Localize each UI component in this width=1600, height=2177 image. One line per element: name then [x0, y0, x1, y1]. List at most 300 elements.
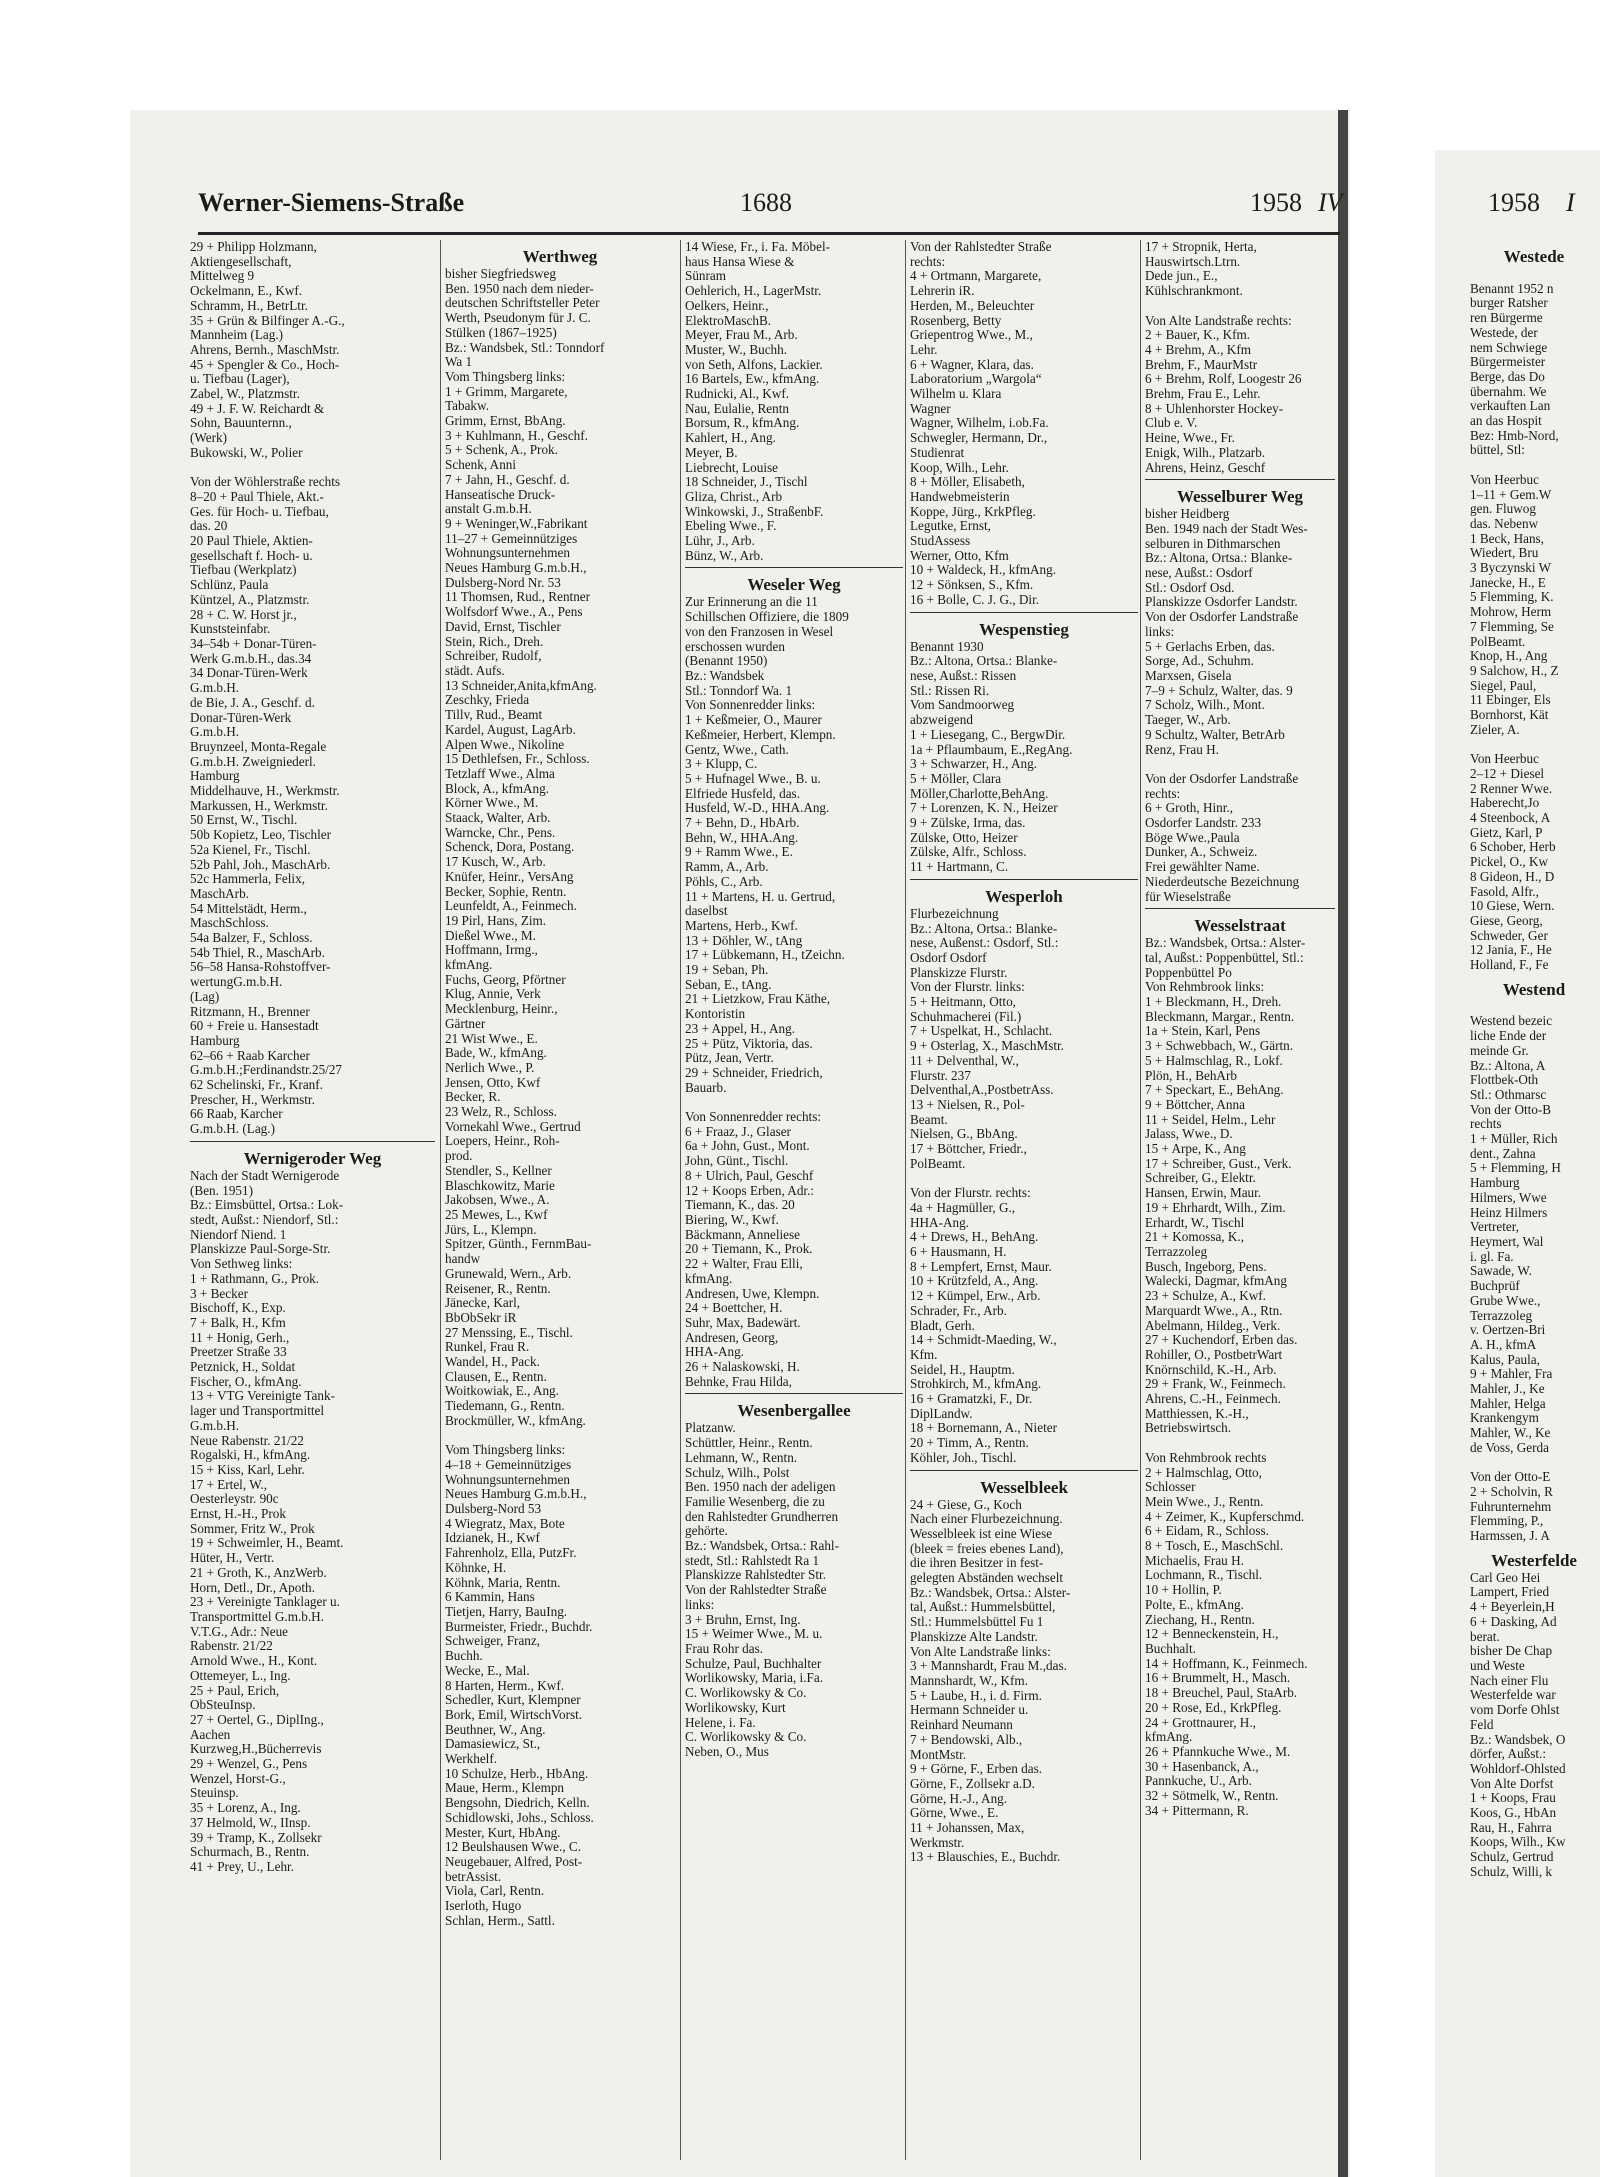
- entry-line: Fischer, O., kfmAng.: [190, 1374, 302, 1389]
- entry-line: Von Alte Landstraße rechts:: [1145, 313, 1292, 328]
- entry-line: Warncke, Chr., Pens.: [445, 825, 556, 840]
- entry-line: kfmAng.: [445, 958, 493, 973]
- entry-line: 6 Kammin, Hans: [445, 1590, 535, 1605]
- entry-line: Ben. 1949 nach der Stadt Wes-: [1145, 521, 1308, 536]
- entry-line: Mohrow, Herm: [1470, 605, 1552, 620]
- entry-line: tal, Außst.: Poppenbüttel, Stl.:: [1145, 950, 1304, 965]
- entry-line: 6 + Eidam, R., Schloss.: [1145, 1524, 1269, 1539]
- entry-line: 8 Harten, Herm., Kwf.: [445, 1678, 565, 1693]
- entry-line: Bork, Emil, WirtschVorst.: [445, 1707, 583, 1722]
- entry-line: [685, 1095, 903, 1110]
- entry-line: [445, 1429, 675, 1444]
- entry-line: David, Ernst, Tischler: [445, 619, 561, 634]
- entry-line: 11 + Delventhal, W.,: [910, 1053, 1019, 1068]
- entry-line: Krankengym: [1470, 1411, 1539, 1426]
- entry-line: Viola, Carl, Rentn.: [445, 1884, 545, 1899]
- entry-line: Lampert, Fried: [1470, 1585, 1550, 1600]
- entry-line: Lehrerin iR.: [910, 284, 975, 299]
- entry-line: 7 + Uspelkat, H., Schlacht.: [910, 1024, 1053, 1039]
- entry-line: Flurbezeichnung: [910, 906, 999, 921]
- entry-line: 16 Bartels, Ew., kfmAng.: [685, 372, 820, 387]
- entry-line: Planskizze Osdorfer Landstr.: [1145, 595, 1298, 610]
- entry-line: Knüfer, Heinr., VersAng: [445, 869, 574, 884]
- entry-line: betrAssist.: [445, 1869, 502, 1884]
- entry-line: Suhr, Max, Badewärt.: [685, 1315, 801, 1330]
- entry-line: 5 + Halmschlag, R., Lokf.: [1145, 1053, 1283, 1068]
- entry-line: Wa 1: [445, 355, 473, 370]
- entry-line: 23 + Vereinigte Tanklager u.: [190, 1595, 340, 1610]
- header-volume: IV: [1318, 188, 1343, 217]
- entry-line: Bz.: Eimsbüttel, Ortsa.: Lok-: [190, 1198, 344, 1213]
- entry-line: 54 Mittelstädt, Herm.,: [190, 901, 307, 916]
- entry-line: Ebeling Wwe., F.: [685, 519, 777, 534]
- entry-line: Bürgermeister: [1470, 355, 1546, 370]
- entry-line: Köhnke, H.: [445, 1560, 507, 1575]
- entry-line: V.T.G., Adr.: Neue: [190, 1624, 289, 1639]
- entry-line: Herden, M., Beleuchter: [910, 298, 1035, 313]
- entry-line: Sünram: [685, 269, 727, 284]
- entry-line: 23 + Schulze, A., Kwf.: [1145, 1289, 1266, 1304]
- entry-line: Sommer, Fritz W., Prok: [190, 1521, 315, 1536]
- entry-line: Bz.: Altona, Ortsa.: Blanke-: [910, 654, 1058, 669]
- entry-line: Kalus, Paula,: [1470, 1352, 1540, 1367]
- entry-line: Vom Sandmoorweg: [910, 698, 1015, 713]
- entry-line: Andresen, Uwe, Klempn.: [685, 1286, 820, 1301]
- entry-line: 10 Giese, Wern.: [1470, 899, 1555, 914]
- entry-line: Donar-Türen-Werk: [190, 710, 292, 725]
- entry-line: Maue, Herm., Klempn: [445, 1781, 565, 1796]
- entry-line: Renz, Frau H.: [1145, 742, 1219, 757]
- entry-line: 2 + Halmschlag, Otto,: [1145, 1465, 1262, 1480]
- entry-line: 41 + Prey, U., Lehr.: [190, 1859, 295, 1874]
- entry-line: gen. Fluwog: [1470, 502, 1536, 517]
- entry-line: 2 + Scholvin, R: [1470, 1484, 1553, 1499]
- entry-line: Aktiengesellschaft,: [190, 254, 292, 269]
- entry-line: büttel, Stl:: [1470, 443, 1525, 458]
- entry-line: Heinz Hilmers: [1470, 1205, 1548, 1220]
- entry-line: 14 + Schmidt-Maeding, W.,: [910, 1333, 1057, 1348]
- entry-line: Schlan, Herm., Sattl.: [445, 1913, 555, 1928]
- page-number: 1688: [740, 188, 792, 217]
- entry-line: Dunker, A., Schweiz.: [1145, 845, 1258, 860]
- page-gutter-shadow: [1338, 110, 1348, 2177]
- entry-line: Buchh.: [445, 1649, 483, 1664]
- section-rule: [685, 1393, 903, 1394]
- entry-line: Preetzer Straße 33: [190, 1345, 287, 1360]
- entry-line: Von Sonnenredder links:: [685, 698, 816, 713]
- entry-line: 10 + Krützfeld, A., Ang.: [910, 1274, 1039, 1289]
- entry-line: Möller,Charlotte,BehAng.: [910, 786, 1049, 801]
- entry-line: Koops, Wilh., Kw: [1470, 1835, 1566, 1850]
- entry-line: kfmAng.: [1145, 1730, 1193, 1745]
- entry-line: 4 + Brehm, A., Kfm: [1145, 342, 1251, 357]
- next-header-year: 1958: [1488, 188, 1540, 217]
- entry-line: 10 + Hollin, P.: [1145, 1583, 1222, 1598]
- entry-line: Schurmach, B., Rentn.: [190, 1845, 310, 1860]
- entry-line: bisher De Chap: [1470, 1644, 1553, 1659]
- entry-line: Kahlert, H., Ang.: [685, 431, 776, 446]
- entry-line: Alpen Wwe., Nikoline: [445, 737, 565, 752]
- entry-line: von den Franzosen in Wesel: [685, 624, 834, 639]
- header-year: 1958: [1250, 188, 1302, 217]
- entry-line: Zeschky, Frieda: [445, 693, 530, 708]
- entry-line: 4 + Drews, H., BehAng.: [910, 1230, 1039, 1245]
- entry-line: 11 + Martens, H. u. Gertrud,: [685, 889, 836, 904]
- entry-line: Holland, F., Fe: [1470, 958, 1549, 973]
- entry-line: Schulze, Paul, Buchhalter: [685, 1656, 822, 1671]
- entry-line: Kühlschrankmont.: [1145, 284, 1243, 299]
- entry-line: Marxsen, Gisela: [1145, 668, 1232, 683]
- entry-line: 29 + Schneider, Friedrich,: [685, 1065, 823, 1080]
- entry-line: Blaschkowitz, Marie: [445, 1178, 555, 1193]
- entry-line: 17 + Stropnik, Herta,: [1145, 240, 1257, 254]
- street-heading: Wesselbleek: [980, 1477, 1068, 1497]
- column-3: [685, 240, 903, 2165]
- entry-line: 21 + Groth, K., AnzWerb.: [190, 1565, 327, 1580]
- entry-line: Nach einer Flu: [1470, 1673, 1549, 1688]
- entry-line: Ziechang, H., Rentn.: [1145, 1612, 1255, 1627]
- entry-line: (Benannt 1950): [685, 654, 768, 669]
- entry-line: Siegel, Paul,: [1470, 678, 1537, 693]
- entry-line: gesellschaft f. Hoch- u.: [190, 548, 313, 563]
- entry-line: Osdorf Osdorf: [910, 950, 987, 965]
- entry-line: Vertreter,: [1470, 1220, 1519, 1235]
- entry-line: Bz.: Wandsbek, O: [1470, 1732, 1566, 1747]
- entry-line: Schillschen Offiziere, die 1809: [685, 610, 849, 625]
- entry-line: MaschSchloss.: [190, 916, 269, 931]
- entry-line: Ahrens, Bernh., MaschMstr.: [190, 342, 340, 357]
- entry-line: Westede, der: [1470, 325, 1538, 340]
- entry-line: Bischoff, K., Exp.: [190, 1301, 286, 1316]
- entry-line: Club e. V.: [1145, 416, 1198, 431]
- column-2: [445, 240, 675, 2165]
- entry-line: de Bie, J. A., Geschf. d.: [190, 695, 315, 710]
- entry-line: abzweigend: [910, 713, 973, 728]
- entry-line: berat.: [1470, 1629, 1500, 1644]
- entry-line: 6 + Dasking, Ad: [1470, 1614, 1557, 1629]
- entry-line: 37 Helmold, W., IInsp.: [190, 1815, 311, 1830]
- entry-line: Wilhelm u. Klara: [910, 387, 1002, 402]
- entry-line: Jensen, Otto, Kwf: [445, 1075, 541, 1090]
- entry-line: Tietjen, Harry, BauIng.: [445, 1604, 568, 1619]
- entry-line: Mahler, W., Ke: [1470, 1426, 1551, 1441]
- entry-line: Petznick, H., Soldat: [190, 1360, 296, 1375]
- entry-line: 5 Flemming, K.: [1470, 590, 1554, 605]
- entry-line: städt. Aufs.: [445, 663, 505, 678]
- street-heading: Wernigeroder Weg: [243, 1148, 382, 1168]
- entry-line: Ramm, A., Arb.: [685, 860, 769, 875]
- entry-line: 1 + Keßmeier, O., Maurer: [685, 713, 822, 728]
- entry-line: Polte, E., kfmAng.: [1145, 1597, 1244, 1612]
- entry-line: BbObSekr iR: [445, 1310, 517, 1325]
- entry-line: Beamt.: [910, 1112, 948, 1127]
- entry-line: Enigk, Wilh., Platzarb.: [1145, 445, 1266, 460]
- column-divider: [1140, 240, 1141, 2160]
- entry-line: Tiemann, K., das. 20: [685, 1198, 795, 1213]
- street-heading: Wesselstraat: [1194, 916, 1286, 936]
- entry-line: 34–54b + Donar-Türen-: [190, 636, 317, 651]
- entry-line: Bz.: Altona, Ortsa.: Blanke-: [1145, 551, 1293, 566]
- entry-line: handw: [445, 1252, 481, 1267]
- entry-line: Tiedemann, G., Rentn.: [445, 1399, 565, 1414]
- entry-line: Haberecht,Jo: [1470, 796, 1540, 811]
- entry-line: meinde Gr.: [1470, 1043, 1529, 1058]
- section-rule: [910, 879, 1138, 880]
- entry-line: 14 + Hoffmann, K., Feinmech.: [1145, 1656, 1308, 1671]
- entry-line: 13 + Blauschies, E., Buchdr.: [910, 1850, 1061, 1865]
- entry-line: deutschen Schriftsteller Peter: [445, 296, 600, 311]
- entry-line: Schulz, Willi, k: [1470, 1864, 1553, 1879]
- entry-line: 13 Schneider,Anita,kfmAng.: [445, 678, 597, 693]
- running-header-street: Werner-Siemens-Straße: [198, 188, 465, 217]
- entry-line: Bornhorst, Kät: [1470, 708, 1549, 723]
- entry-line: 12 + Kümpel, Erw., Arb.: [910, 1289, 1041, 1304]
- entry-line: 12 + Sönksen, S., Kfm.: [910, 578, 1034, 593]
- entry-line: Westerfelde war: [1470, 1688, 1556, 1703]
- entry-line: Niederdeutsche Bezeichnung: [1145, 874, 1300, 889]
- entry-line: Rohiller, O., PostbetrWart: [1145, 1347, 1283, 1362]
- entry-line: Handwebmeisterin: [910, 489, 1010, 504]
- street-heading: Wesselburer Weg: [1176, 487, 1304, 507]
- column-divider: [905, 240, 906, 2160]
- entry-line: Werk G.m.b.H., das.34: [190, 651, 312, 666]
- entry-line: Terrazzoleg: [1470, 1308, 1533, 1323]
- entry-line: 9 + Mahler, Fra: [1470, 1367, 1553, 1382]
- entry-line: Böge Wwe.,Paula: [1145, 830, 1240, 845]
- entry-line: Steuinsp.: [190, 1786, 239, 1801]
- entry-line: Stein, Rich., Dreh.: [445, 634, 544, 649]
- entry-line: Arnold Wwe., H., Kont.: [190, 1654, 318, 1669]
- entry-line: Mester, Kurt, HbAng.: [445, 1825, 561, 1840]
- entry-line: Lehr.: [910, 342, 938, 357]
- entry-line: Wohnungsunternehmen: [445, 1472, 570, 1487]
- entry-line: Winkowski, J., StraßenbF.: [685, 504, 824, 519]
- entry-line: Vornekahl Wwe., Gertrud: [445, 1119, 581, 1134]
- entry-line: übernahm. We: [1470, 384, 1547, 399]
- entry-line: 11 + Seidel, Helm., Lehr: [1145, 1112, 1276, 1127]
- entry-line: 5 + Gerlachs Erben, das.: [1145, 639, 1275, 654]
- entry-line: 66 Raab, Karcher: [190, 1107, 283, 1122]
- entry-line: 7 + Bendowski, Alb.,: [910, 1732, 1023, 1747]
- entry-line: Seidel, H., Hauptm.: [910, 1362, 1015, 1377]
- entry-line: das. Nebenw: [1470, 516, 1539, 531]
- entry-line: Stendler, S., Kellner: [445, 1163, 552, 1178]
- entry-line: Kardel, August, LagArb.: [445, 722, 576, 737]
- entry-line: Pickel, O., Kw: [1470, 855, 1549, 870]
- entry-line: 54a Balzer, F., Schloss.: [190, 931, 313, 946]
- entry-line: 19 + Seban, Ph.: [685, 963, 769, 978]
- entry-line: Flemming, P.,: [1470, 1514, 1544, 1529]
- entry-line: 12 Jania, F., He: [1470, 943, 1552, 958]
- entry-line: 19 + Schweimler, H., Beamt.: [190, 1536, 344, 1551]
- entry-line: 4a + Hagmüller, G.,: [910, 1200, 1016, 1215]
- entry-line: 8 + Lempfert, Ernst, Maur.: [910, 1259, 1052, 1274]
- entry-line: u. Tiefbau (Lager),: [190, 372, 290, 387]
- entry-line: Martens, Herb., Kwf.: [685, 918, 798, 933]
- column-6: [1470, 240, 1598, 2165]
- entry-line: Klug, Annie, Verk: [445, 987, 541, 1002]
- entry-line: 4 Wiegratz, Max, Bote: [445, 1516, 565, 1531]
- entry-line: prod.: [445, 1149, 473, 1164]
- entry-line: 12 + Benneckenstein, H.,: [1145, 1627, 1279, 1642]
- entry-line: 1 Beck, Hans,: [1470, 531, 1544, 546]
- entry-line: Matthiessen, K.-H.,: [1145, 1406, 1249, 1421]
- entry-line: Bz.: Wandsbek: [685, 668, 765, 683]
- entry-line: Von der Flurstr. rechts:: [910, 1186, 1031, 1201]
- entry-line: 27 Menssing, E., Tischl.: [445, 1325, 573, 1340]
- entry-line: Planskizze Paul-Sorge-Str.: [190, 1242, 331, 1257]
- entry-line: Oesterleystr. 90c: [190, 1492, 279, 1507]
- entry-line: Gliza, Christ., Arb: [685, 489, 783, 504]
- entry-line: Von Alte Dorfst: [1470, 1776, 1554, 1791]
- entry-line: 30 + Hasenbanck, A.,: [1145, 1759, 1259, 1774]
- column-5: [1145, 240, 1335, 2165]
- entry-line: Hamburg: [190, 1033, 240, 1048]
- entry-line: Worlikowsky, Maria, i.Fa.: [685, 1671, 823, 1686]
- entry-line: 3 + Klupp, C.: [685, 757, 758, 772]
- entry-line: Von Heerbuc: [1470, 752, 1539, 767]
- entry-line: Schulz, Wilh., Polst: [685, 1465, 790, 1480]
- entry-line: 8 Gideon, H., D: [1470, 869, 1555, 884]
- entry-line: Von der Flurstr. links:: [910, 980, 1025, 995]
- entry-line: 4 Steenbock, A: [1470, 811, 1551, 826]
- entry-line: 1 + Bleckmann, H., Dreh.: [1145, 995, 1282, 1010]
- entry-line: Jürs, L., Klempn.: [445, 1222, 537, 1237]
- entry-line: Stl.: Othmarsc: [1470, 1087, 1547, 1102]
- entry-line: Görne, H.-J., Ang.: [910, 1791, 1008, 1806]
- entry-line: Rogalski, H., kfmAng.: [190, 1448, 311, 1463]
- entry-line: Feld: [1470, 1717, 1494, 1732]
- entry-line: Bukowski, W., Polier: [190, 445, 303, 460]
- entry-line: rechts:: [1145, 786, 1181, 801]
- entry-line: 11 + Honig, Gerh.,: [190, 1330, 290, 1345]
- entry-line: 9 Schultz, Walter, BetrArb: [1145, 727, 1285, 742]
- entry-line: 6 Schober, Herb: [1470, 840, 1556, 855]
- entry-line: 34 Donar-Türen-Werk: [190, 666, 308, 681]
- entry-line: Hüter, H., Vertr.: [190, 1551, 275, 1566]
- entry-line: Körner Wwe., M.: [445, 796, 539, 811]
- entry-line: Kunststeinfabr.: [190, 622, 271, 637]
- entry-line: StudAssess: [910, 534, 971, 549]
- entry-line: 28 + C. W. Horst jr.,: [190, 607, 297, 622]
- entry-line: 7 Flemming, Se: [1470, 619, 1554, 634]
- entry-line: Frei gewählter Name.: [1145, 860, 1260, 875]
- entry-line: 8 + Tosch, E., MaschSchl.: [1145, 1539, 1284, 1554]
- entry-line: Transportmittel G.m.b.H.: [190, 1609, 324, 1624]
- entry-line: Stl.: Hummelsbüttel Fu 1: [910, 1615, 1044, 1630]
- entry-line: Markussen, H., Werkmstr.: [190, 798, 328, 813]
- entry-line: 6 + Hausmann, H.: [910, 1245, 1007, 1259]
- entry-line: G.m.b.H.: [190, 725, 240, 740]
- entry-line: Brehm, F., MaurMstr: [1145, 357, 1258, 372]
- entry-line: 15 + Weimer Wwe., M. u.: [685, 1627, 823, 1642]
- entry-line: Niendorf Niend. 1: [190, 1227, 287, 1242]
- entry-line: Seban, E., tAng.: [685, 977, 772, 992]
- entry-line: Gärtner: [445, 1016, 486, 1031]
- entry-line: stedt, Stl.: Rahlstedt Ra 1: [685, 1553, 820, 1568]
- entry-line: Busch, Ingeborg, Pens.: [1145, 1259, 1267, 1274]
- entry-line: vom Dorfe Ohlst: [1470, 1703, 1560, 1718]
- entry-line: Von Sonnenredder rechts:: [685, 1110, 821, 1125]
- entry-line: kfmAng.: [685, 1271, 733, 1286]
- entry-line: Behnke, Frau Hilda,: [685, 1374, 792, 1389]
- entry-line: Schlosser: [1145, 1480, 1196, 1495]
- entry-line: Ottemeyer, L., Ing.: [190, 1668, 291, 1683]
- entry-line: 27 + Kuchendorf, Erben das.: [1145, 1333, 1298, 1348]
- entry-line: 9 + Zülske, Irma, das.: [910, 816, 1026, 831]
- entry-line: Mahler, J., Ke: [1470, 1382, 1545, 1397]
- entry-line: Worlikowsky, Kurt: [685, 1700, 786, 1715]
- entry-line: 6 + Fraaz, J., Glaser: [685, 1124, 791, 1139]
- entry-line: Von Alte Landstraße links:: [910, 1644, 1051, 1659]
- entry-line: 2–12 + Diesel: [1470, 766, 1545, 781]
- entry-line: 56–58 Hansa-Rohstoffver-: [190, 960, 331, 975]
- entry-line: 7 + Speckart, E., BehAng.: [1145, 1083, 1284, 1098]
- entry-line: 6 + Wagner, Klara, das.: [910, 357, 1034, 372]
- entry-line: Studienrat: [910, 445, 965, 460]
- entry-line: Flurstr. 237: [910, 1068, 971, 1083]
- entry-line: Hoffmann, Irmg.,: [445, 943, 538, 958]
- entry-line: Bengsohn, Diedrich, Kelln.: [445, 1796, 590, 1811]
- entry-line: Neugebauer, Alfred, Post-: [445, 1854, 583, 1869]
- entry-line: Reisener, R., Rentn.: [445, 1281, 551, 1296]
- entry-line: Horn, Detl., Dr., Apoth.: [190, 1580, 315, 1595]
- entry-line: 29 + Philipp Holzmann,: [190, 240, 317, 254]
- entry-line: 5 + Flemming, H: [1470, 1161, 1561, 1176]
- entry-line: Schidlowski, Johs., Schloss.: [445, 1810, 594, 1825]
- entry-line: Bruynzeel, Monta-Regale: [190, 739, 327, 754]
- entry-line: 35 + Grün & Bilfinger A.-G.,: [190, 313, 345, 328]
- entry-line: Meyer, Frau M., Arb.: [685, 328, 798, 343]
- entry-line: G.m.b.H. (Lag.): [190, 1122, 275, 1137]
- entry-line: 6 + Brehm, Rolf, Loogestr 26: [1145, 372, 1302, 387]
- entry-line: 9 + Görne, F., Erben das.: [910, 1762, 1043, 1777]
- entry-line: 14 Wiese, Fr., i. Fa. Möbel-: [685, 240, 831, 254]
- entry-line: das. 20: [190, 519, 228, 534]
- entry-line: dörfer, Außst.:: [1470, 1747, 1547, 1762]
- entry-line: 26 + Nalaskowski, H.: [685, 1360, 800, 1375]
- entry-line: Jalass, Wwe., D.: [1145, 1127, 1233, 1142]
- entry-line: Schreiber, Rudolf,: [445, 649, 542, 664]
- entry-line: Brockmüller, W., kfmAng.: [445, 1413, 586, 1428]
- entry-line: 18 + Bornemann, A., Nieter: [910, 1421, 1057, 1436]
- entry-line: Leunfeldt, A., Feinmech.: [445, 899, 577, 914]
- entry-line: Dulsberg-Nord Nr. 53: [445, 575, 561, 590]
- entry-line: [1145, 757, 1335, 772]
- entry-line: Mecklenburg, Heinr.,: [445, 1002, 558, 1017]
- street-heading: Weseler Weg: [747, 575, 841, 595]
- entry-line: Liebrecht, Louise: [685, 460, 779, 475]
- entry-line: 1–11 + Gem.W: [1470, 487, 1552, 502]
- entry-line: an das Hospit: [1470, 414, 1542, 429]
- entry-line: 8 + Möller, Elisabeth,: [910, 475, 1025, 490]
- entry-line: Von der Osdorfer Landstraße: [1145, 610, 1299, 625]
- entry-line: Schlünz, Paula: [190, 578, 269, 593]
- entry-line: Kontoristin: [685, 1007, 746, 1022]
- entry-line: Bez: Hmb-Nord,: [1470, 428, 1559, 443]
- entry-line: Dießel Wwe., M.: [445, 928, 536, 943]
- entry-line: Frau Rohr das.: [685, 1641, 764, 1656]
- entry-line: Knörnschild, K.-H., Arb.: [1145, 1362, 1277, 1377]
- entry-line: Oehlerich, H., LagerMstr.: [685, 284, 822, 299]
- entry-line: ren Bürgerme: [1470, 311, 1543, 326]
- entry-line: 22 + Walter, Frau Elli,: [685, 1257, 803, 1272]
- entry-line: Wecke, E., Mal.: [445, 1663, 530, 1678]
- entry-line: rechts: [1470, 1117, 1502, 1132]
- entry-line: PolBeamt.: [910, 1156, 966, 1171]
- entry-line: Bade, W., kfmAng.: [445, 1046, 547, 1061]
- entry-line: Schramm, H., BetrLtr.: [190, 298, 308, 313]
